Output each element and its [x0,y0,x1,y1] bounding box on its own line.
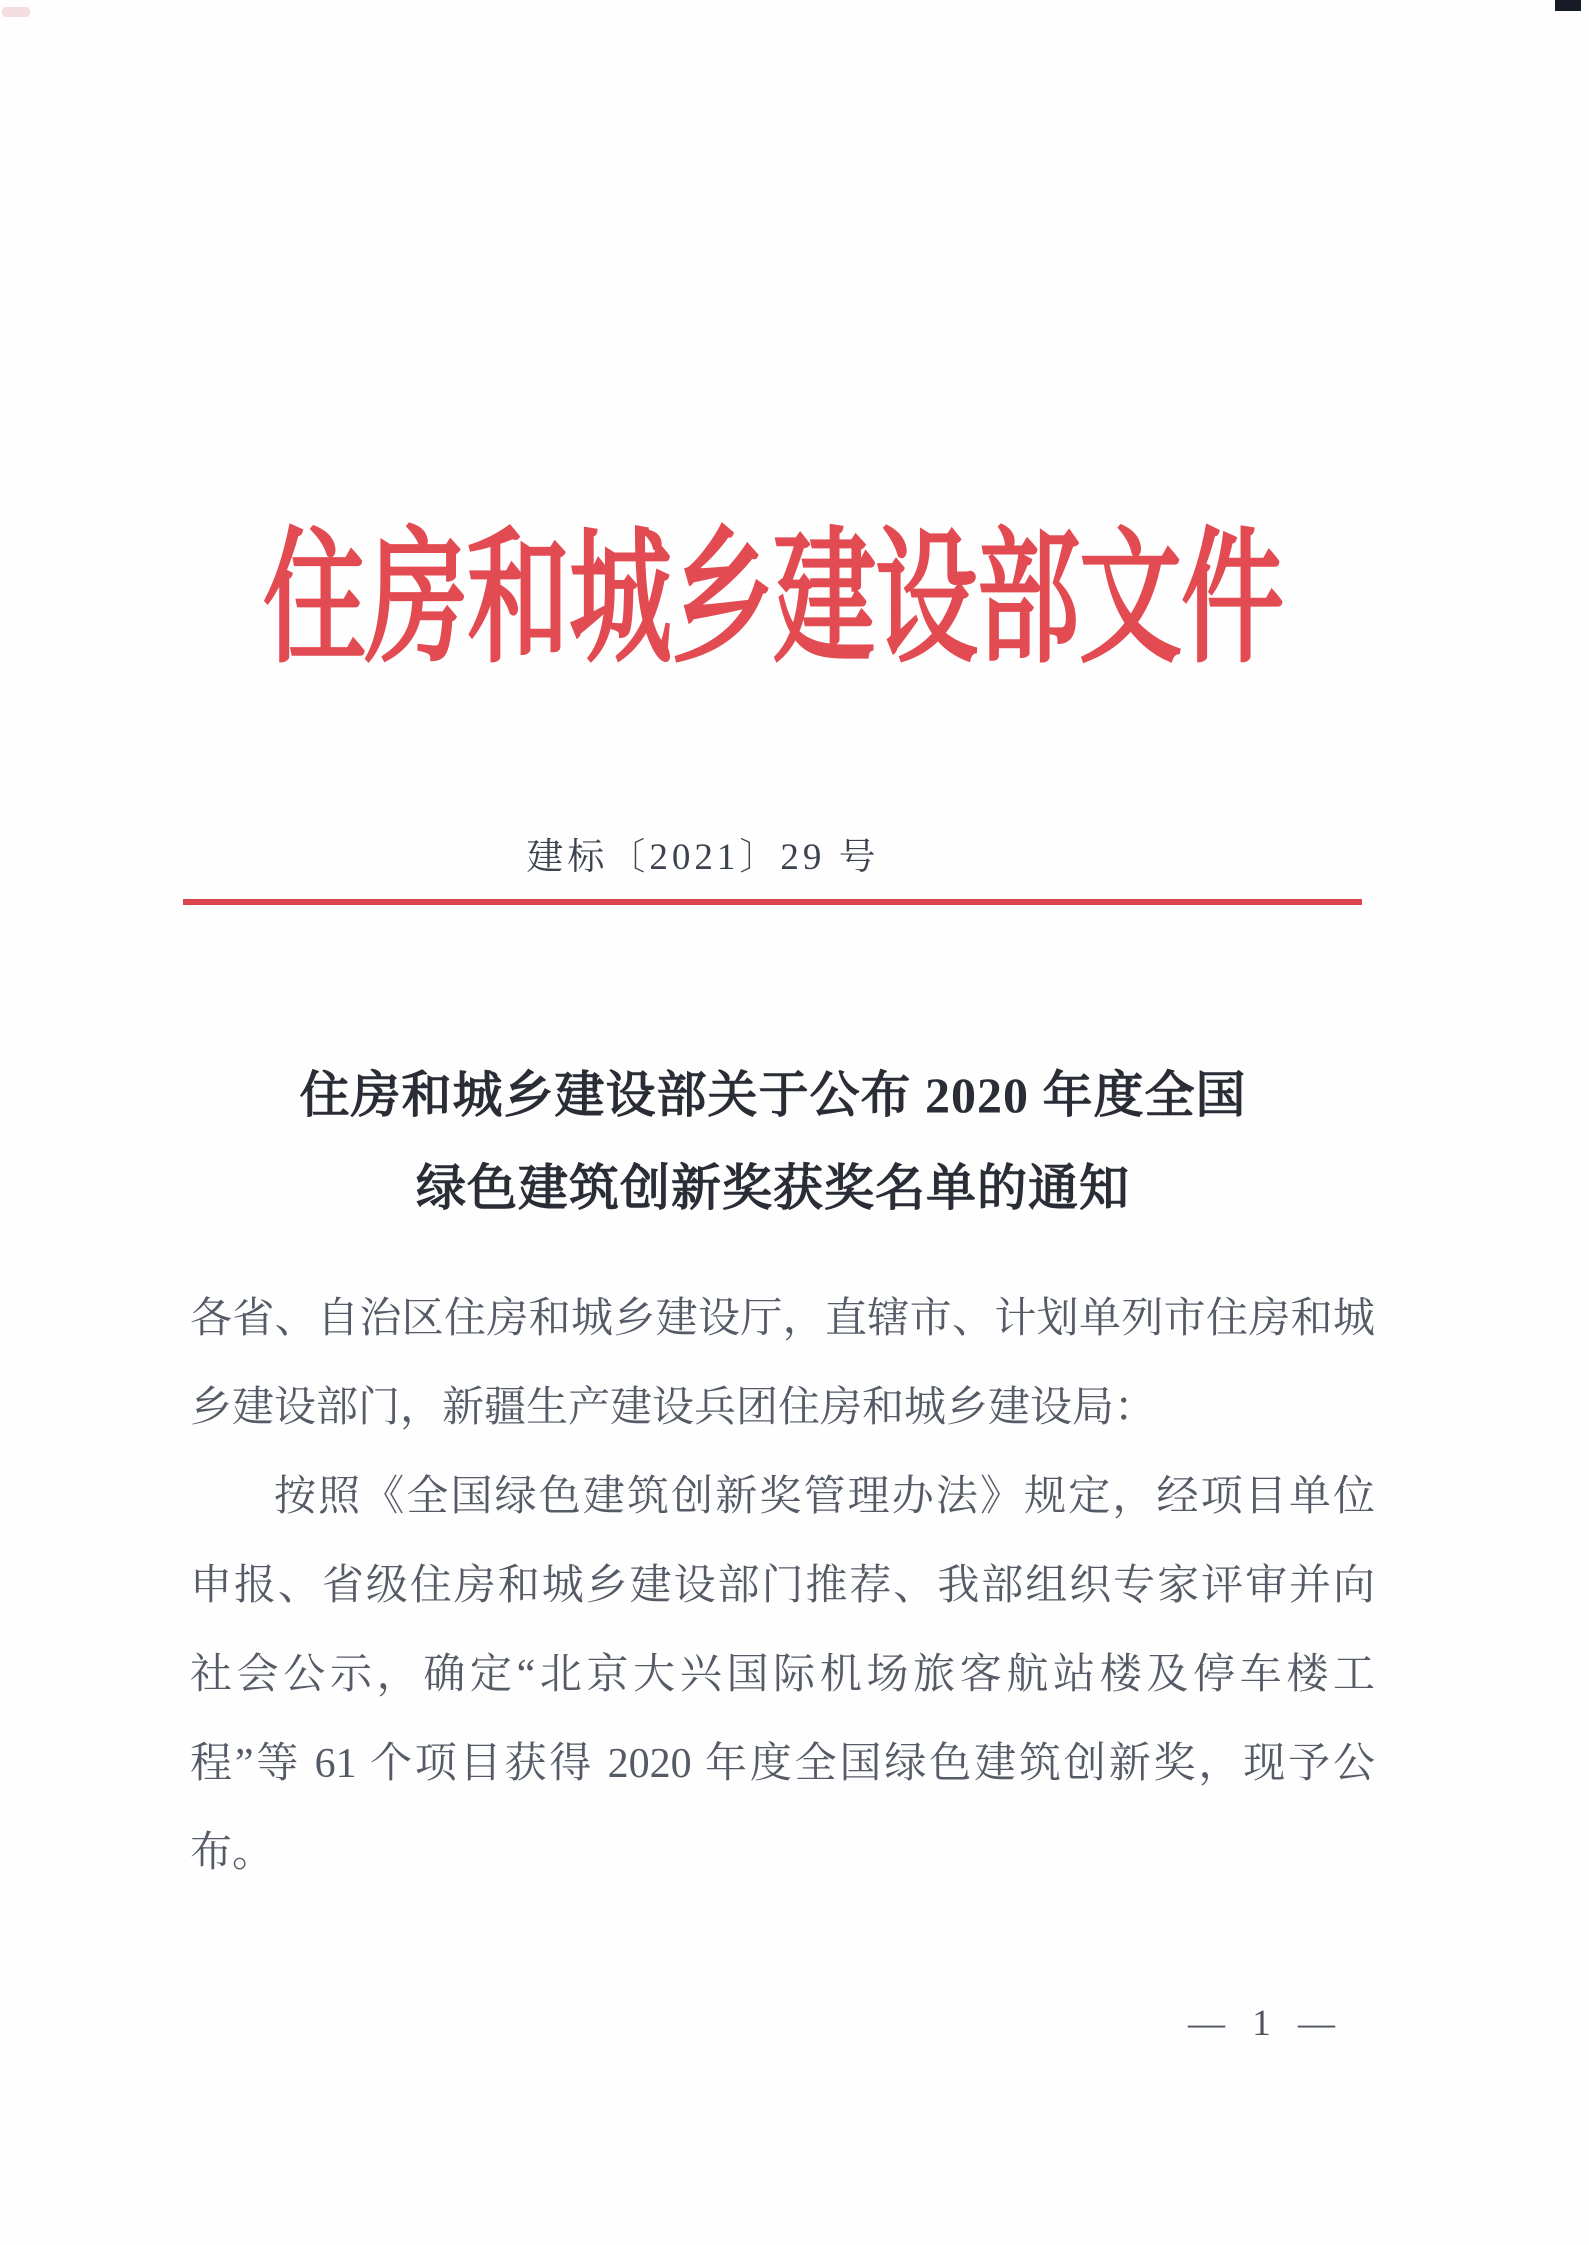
body-line-salutation-1: 各省、自治区住房和城乡建设厅，直辖市、计划单列市住房和城 [190,1296,1375,1342]
notice-title-line2: 绿色建筑创新奖获奖名单的通知 [416,1160,1130,1216]
body-line-paragraph-1: 按照《全国绿色建筑创新奖管理办法》规定，经项目单位 [274,1474,1375,1520]
scan-artifact-top-right [1555,0,1581,11]
body-line-salutation-2: 乡建设部门，新疆生产建设兵团住房和城乡建设局： [190,1385,1157,1431]
notice-title [183,1049,1363,1235]
body-line-paragraph-2: 申报、省级住房和城乡建设部门推荐、我部组织专家评审并向 [190,1563,1375,1609]
scan-artifact-top-left [2,7,30,17]
letterhead-divider-rule [183,899,1362,905]
body-line-paragraph-4: 程”等 61 个项目获得 2020 年度全国绿色建筑创新奖，现予公 [190,1741,1375,1787]
page-number: — 1 — [1188,2003,1344,2044]
notice-body [190,1275,1375,1898]
notice-title-line1: 住房和城乡建设部关于公布 2020 年度全国 [299,1067,1247,1123]
letterhead-title: 住房和城乡建设部文件 [263,519,1283,682]
document-number: 建标〔2021〕29 号 [526,837,880,878]
body-line-paragraph-3: 社会公示，确定“北京大兴国际机场旅客航站楼及停车楼工 [190,1652,1375,1698]
body-line-paragraph-5: 布。 [190,1830,275,1876]
